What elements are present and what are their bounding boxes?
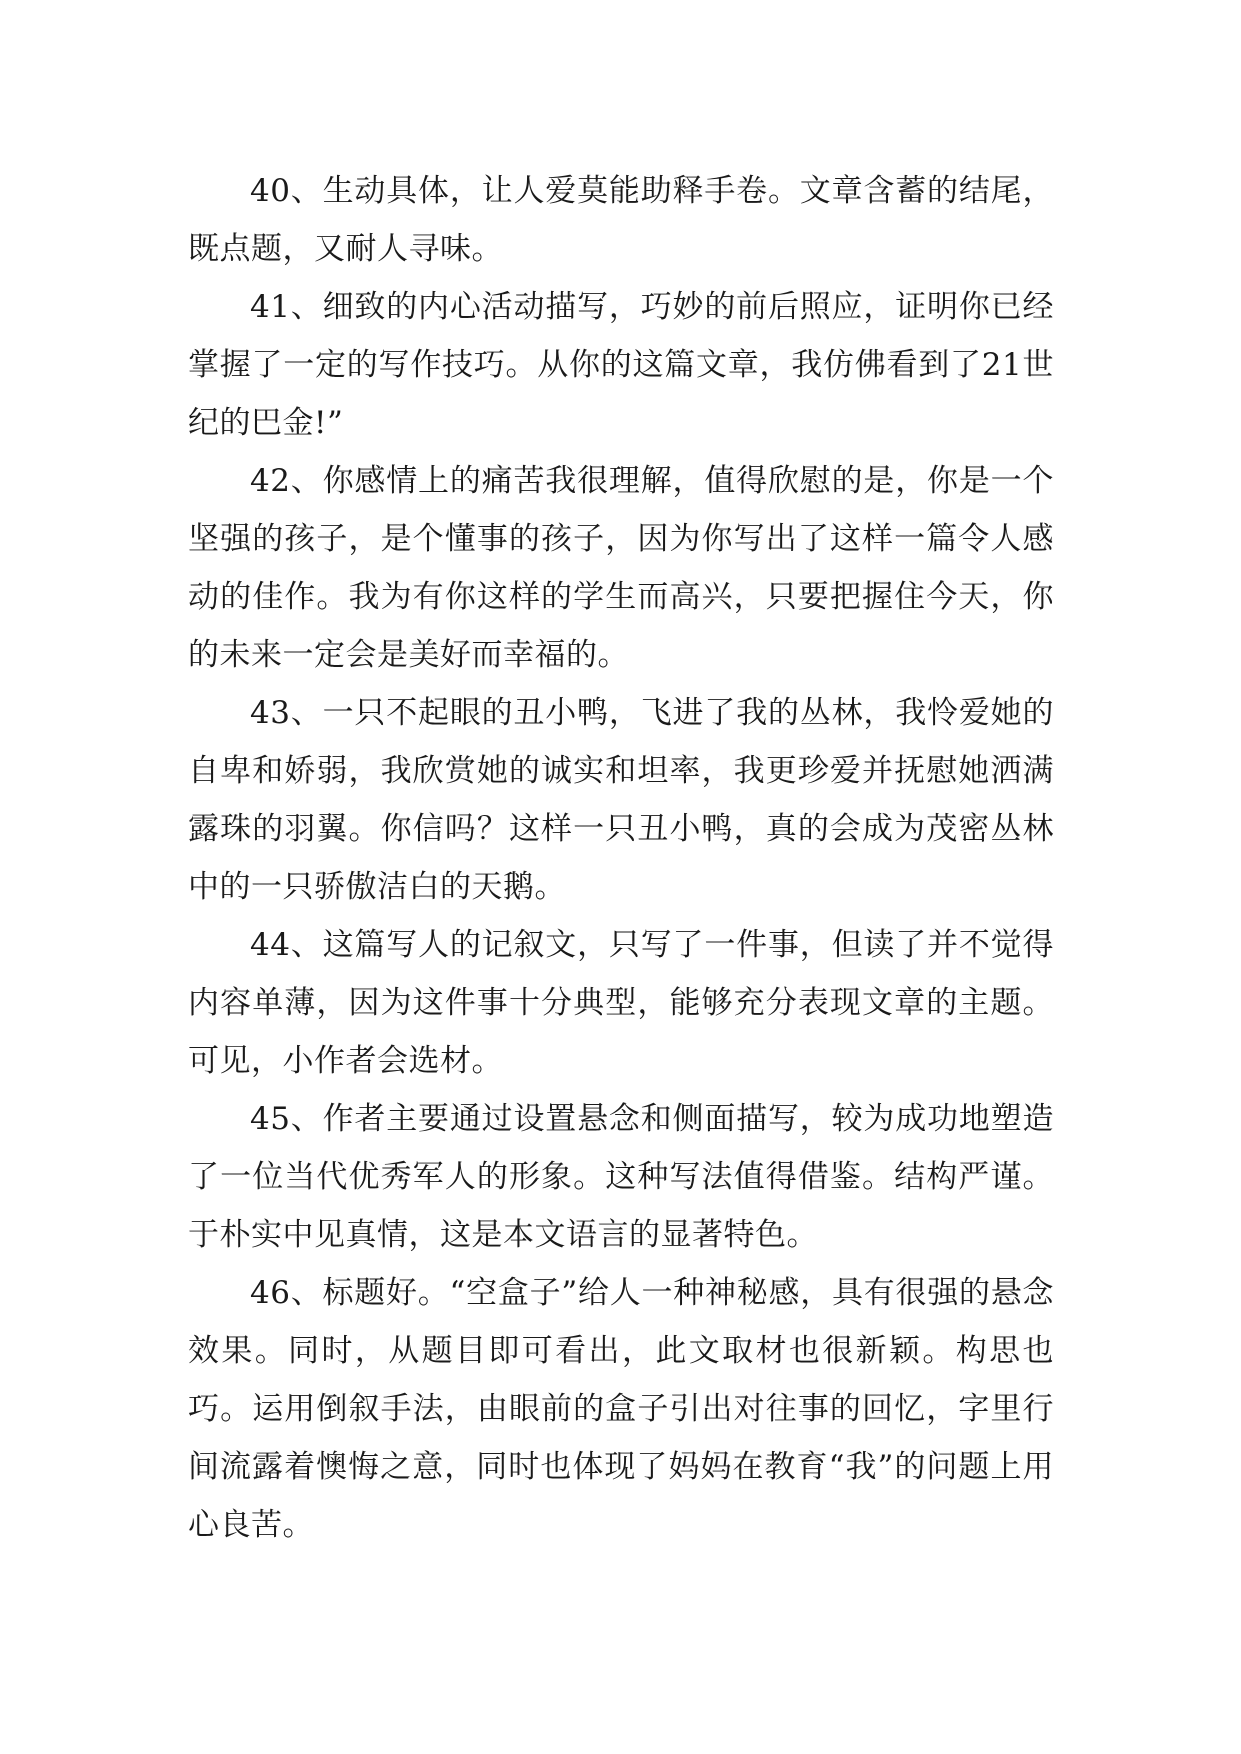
paragraph-44: 44、这篇写人的记叙文，只写了一件事，但读了并不觉得内容单薄，因为这件事十分典型，能够充分表现文章的主题。可见，小作者会选材。: [188, 927, 1054, 1079]
paragraph-45: 45、作者主要通过设置悬念和侧面描写，较为成功地塑造了一位当代优秀军人的形象。这种写法值得借鉴。结构严谨。于朴实中见真情，这是本文语言的显著特色。: [188, 1101, 1054, 1253]
document-body: [188, 162, 1054, 1554]
paragraph-43: 43、一只不起眼的丑小鸭，飞进了我的丛林，我怜爱她的自卑和娇弱，我欣赏她的诚实和坦率，我更珍爱并抚慰她洒满露珠的羽翼。你信吗？这样一只丑小鸭，真的会成为茂密丛林中的一只骄傲洁白的天鹅。: [188, 695, 1054, 905]
paragraph-40: 40、生动具体，让人爱莫能助释手卷。文章含蓄的结尾，既点题，又耐人寻味。: [188, 173, 1054, 267]
paragraph-41: 41、细致的内心活动描写，巧妙的前后照应，证明你已经掌握了一定的写作技巧。从你的这篇文章，我仿佛看到了21世纪的巴金!”: [188, 289, 1054, 441]
paragraph-46: 46、标题好。“空盒子”给人一种神秘感，具有很强的悬念效果。同时，从题目即可看出，此文取材也很新颖。构思也巧。运用倒叙手法，由眼前的盒子引出对往事的回忆，字里行间流露着懊悔之意，同时也体现了妈妈在教育“我”的问题上用心良苦。: [188, 1275, 1054, 1543]
paragraph-42: 42、你感情上的痛苦我很理解，值得欣慰的是，你是一个坚强的孩子，是个懂事的孩子，因为你写出了这样一篇令人感动的佳作。我为有你这样的学生而高兴，只要把握住今天，你的未来一定会是美好而幸福的。: [188, 463, 1054, 673]
